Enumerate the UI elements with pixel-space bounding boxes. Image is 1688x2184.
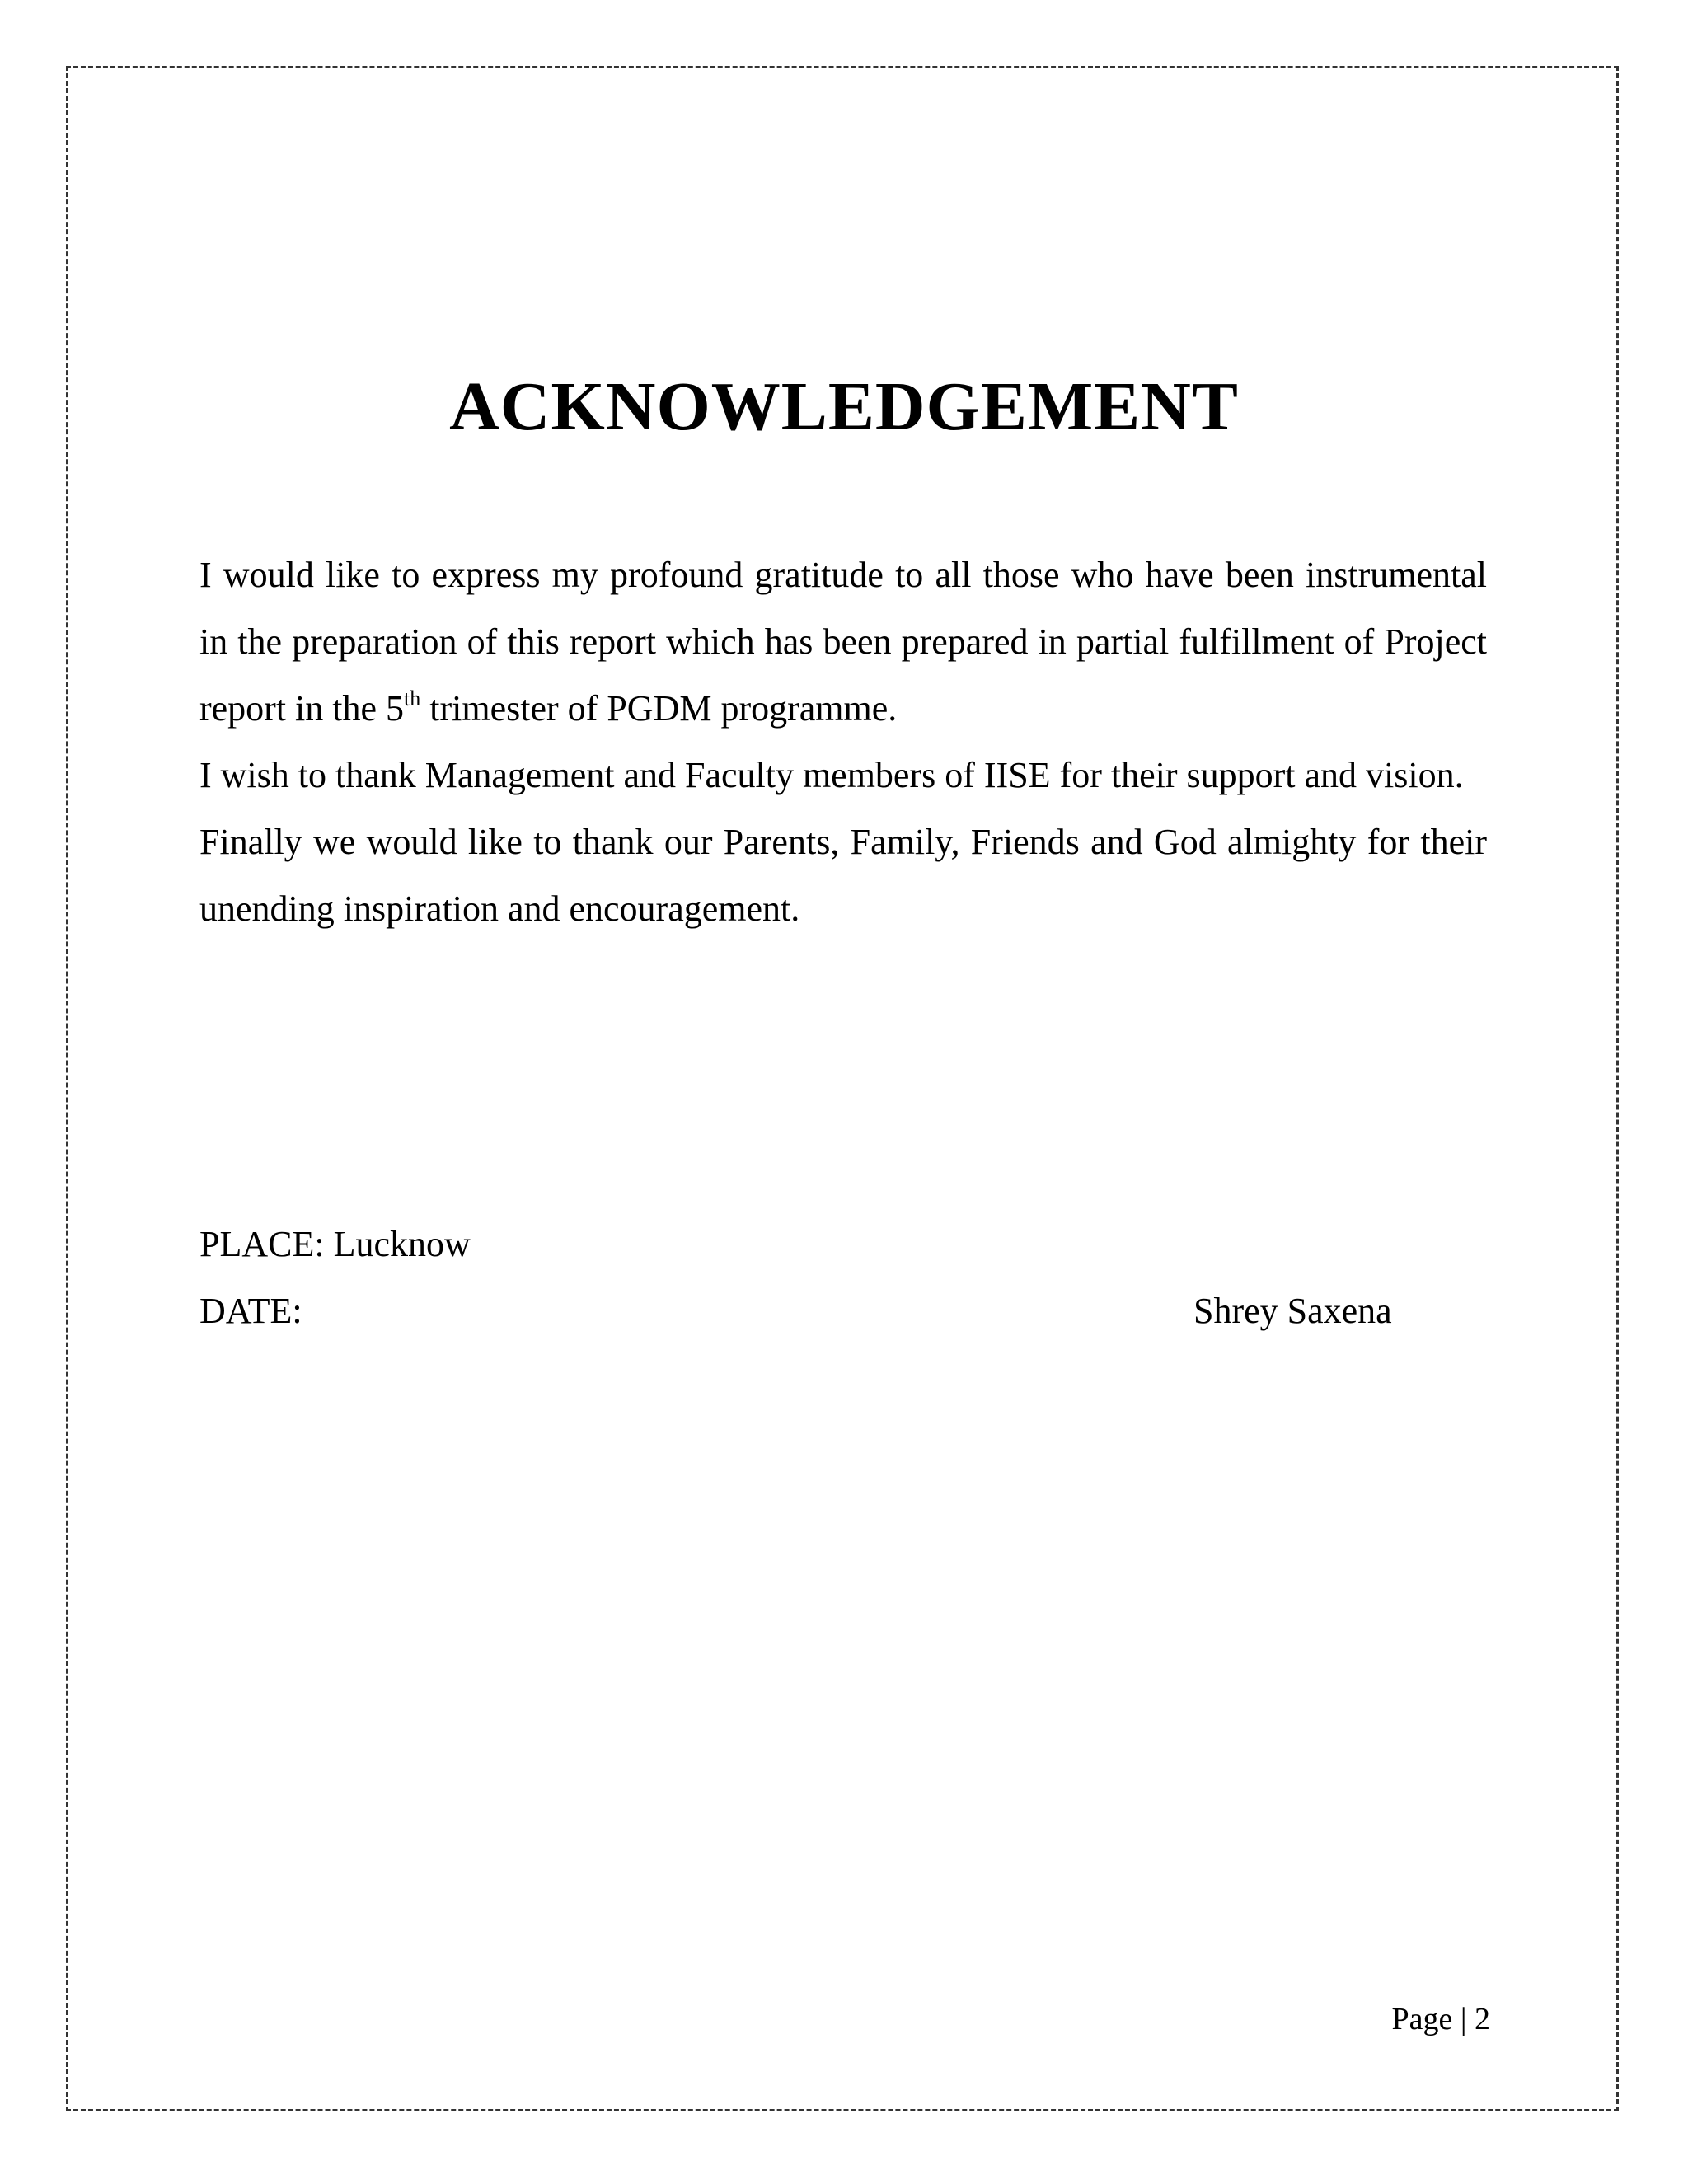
date-label: DATE: (199, 1291, 302, 1331)
date-row (199, 1286, 1403, 1336)
paragraph-thanks-family: Finally we would like to thank our Parents, Family, Friends and God almighty for their unending inspiration and encouragement. (199, 822, 1487, 929)
paragraph-gratitude-text: I would like to express my profound gratitude to all those who have been instrumental in the preparation of this report which has been prepared in partial fulfillment of Project report in the 5 (199, 555, 1487, 729)
acknowledgement-body (199, 541, 1487, 942)
paragraph-gratitude-end: trimester of PGDM programme. (420, 688, 898, 729)
paragraph-gratitude (199, 541, 1487, 742)
signatory-name: Shrey Saxena (1193, 1291, 1392, 1331)
place-line: PLACE: Lucknow (199, 1224, 471, 1264)
paragraph-thanks-management: I wish to thank Management and Faculty members of IISE for their support and vision. (199, 755, 1464, 795)
page-title: ACKNOWLEDGEMENT (449, 368, 1239, 445)
page-number: Page | 2 (1391, 2002, 1490, 2036)
ordinal-superscript: th (404, 687, 421, 710)
